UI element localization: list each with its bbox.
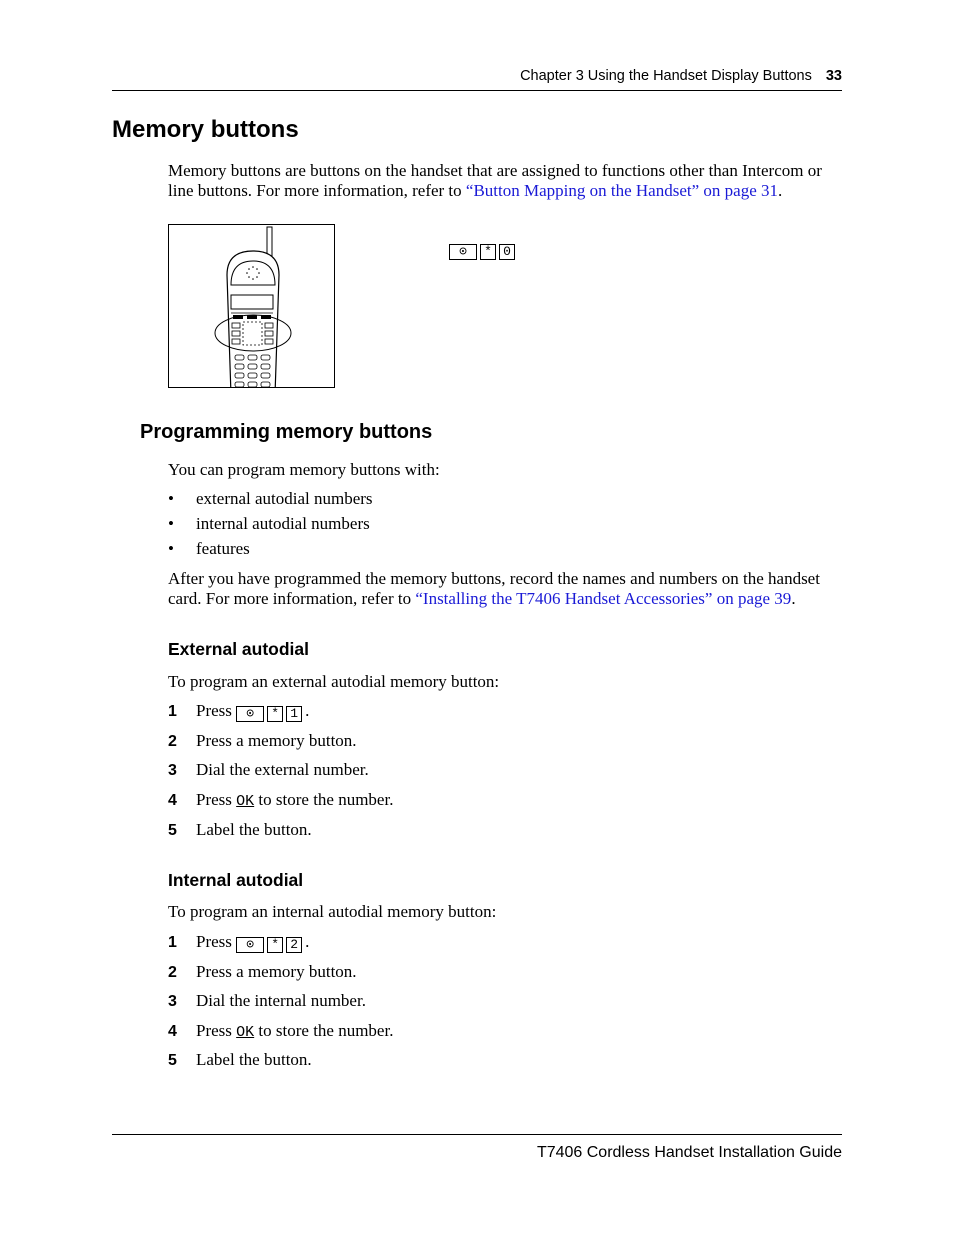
step: 4 Press OK to store the number. xyxy=(168,1021,394,1041)
programming-lead: You can program memory buttons with: xyxy=(168,460,440,479)
feature-key-icon: ⊙ xyxy=(449,244,477,260)
step: 2 Press a memory button. xyxy=(168,962,357,981)
step: 2 Press a memory button. xyxy=(168,731,357,750)
feature-key-icon: ⊙ xyxy=(236,937,264,953)
programming-title: Programming memory buttons xyxy=(140,421,433,443)
step: 4 Press OK to store the number. xyxy=(168,790,394,810)
step: 3 Dial the internal number. xyxy=(168,991,366,1010)
accessories-link[interactable]: “Installing the T7406 Handset Accessories” on page 39 xyxy=(415,589,792,608)
footer-rule xyxy=(112,1134,842,1135)
footer-title: T7406 Cordless Handset Installation Guide xyxy=(536,1144,842,1161)
star-key: * xyxy=(480,244,496,260)
step: 3 Dial the external number. xyxy=(168,760,369,779)
intro-text: Memory buttons are buttons on the handset that are assigned to functions other than Intercom or line buttons. For more information, refer to xyxy=(168,161,822,200)
feature-key-sequence xyxy=(449,241,518,260)
ok-key: OK xyxy=(236,793,255,810)
step: 5 Label the button. xyxy=(168,820,312,839)
page-number: 33 xyxy=(825,68,842,84)
intro-paragraph: Memory buttons are buttons on the handset that are assigned to functions other than Intercom or line buttons. For more information, refer to “Button Mapping on the Handset” on page 31. xyxy=(168,161,822,200)
internal-title: Internal autodial xyxy=(168,870,304,890)
external-lead: To program an external autodial memory button: xyxy=(168,672,500,691)
section-title: Memory buttons xyxy=(112,116,299,143)
list-item: • external autodial numbers xyxy=(168,489,373,508)
list-item: • features xyxy=(168,539,250,558)
handset-illustration-icon xyxy=(169,225,335,388)
intro-link[interactable]: “Button Mapping on the Handset” on page 31 xyxy=(465,181,778,200)
running-header xyxy=(520,68,842,84)
zero-key: 0 xyxy=(499,244,515,260)
chapter-title: Chapter 3 Using the Handset Display Buttons xyxy=(520,68,812,84)
ok-key: OK xyxy=(236,1024,255,1041)
programming-after-paragraph: After you have programmed the memory buttons, record the names and numbers on the handset card. For more information, refer to “Installing the T7406 Handset Accessories” on page 39. xyxy=(168,569,820,608)
step: 5 Label the button. xyxy=(168,1050,312,1069)
step: 1 Press ⊙ * 1 . xyxy=(168,701,310,721)
handset-figure xyxy=(168,224,335,388)
feature-key-icon: ⊙ xyxy=(236,706,264,722)
list-item: • internal autodial numbers xyxy=(168,514,370,533)
header-rule xyxy=(112,90,842,91)
external-title: External autodial xyxy=(168,639,310,659)
internal-lead: To program an internal autodial memory button: xyxy=(168,902,497,921)
step: 1 Press ⊙ * 2 . xyxy=(168,932,310,952)
